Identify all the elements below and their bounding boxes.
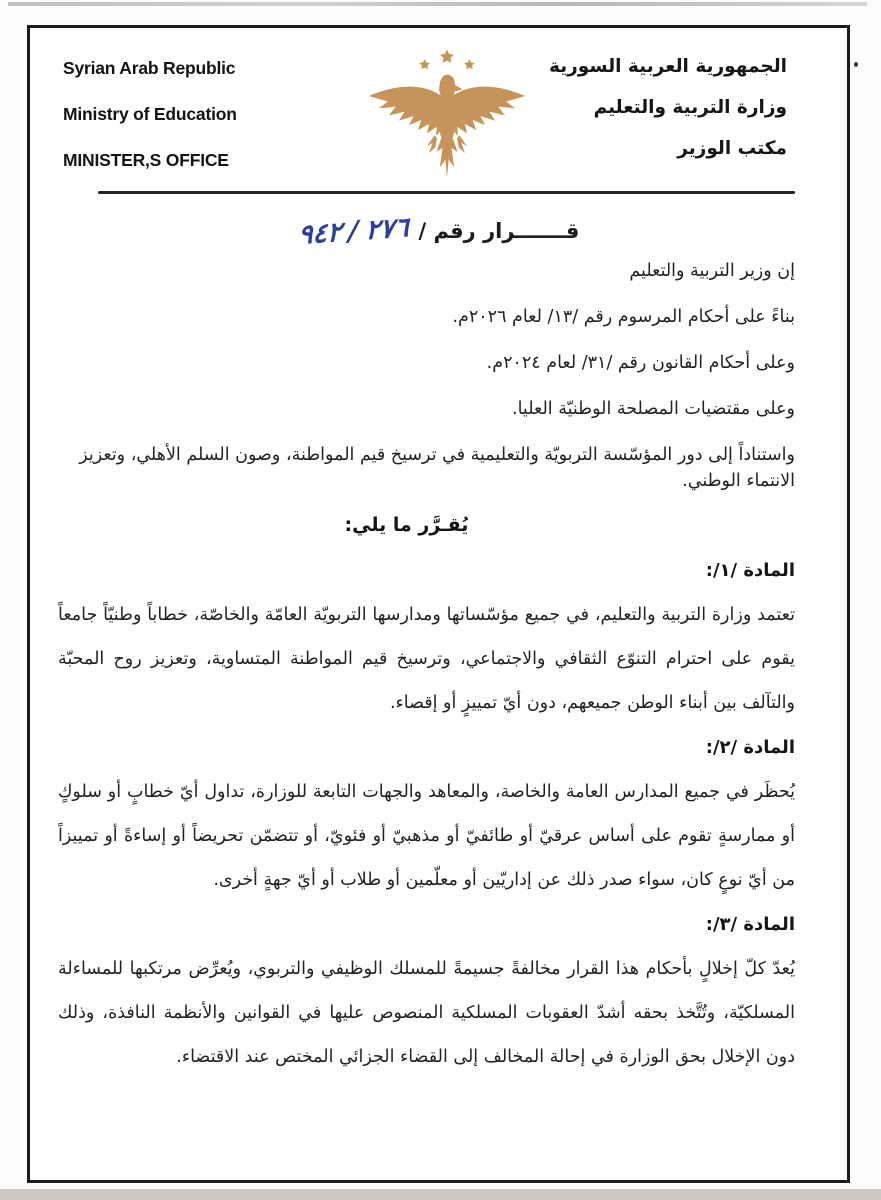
preamble-line: بناءً على أحكام المرسوم رقم /١٣/ لعام ٢٠٢٦م.: [452, 307, 795, 327]
decree-number-primary: ٢٧٦: [364, 211, 409, 246]
header-english-line-2: Ministry of Education: [63, 104, 237, 124]
star-icon: [464, 59, 475, 69]
preamble-line: وعلى مقتضيات المصلحة الوطنيّة العليا.: [512, 399, 795, 419]
eagle-emblem: [363, 48, 531, 182]
decree-number-secondary: ٩٤٢: [297, 216, 342, 251]
document-body: [58, 258, 795, 1091]
header-arabic-line-1: الجمهورية العربية السورية: [548, 56, 787, 77]
header-arabic-block: [549, 56, 787, 179]
article-3: [58, 914, 795, 1079]
decides-heading: يُقـرَّر ما يلي:: [344, 514, 469, 536]
star-icon: [440, 50, 454, 63]
handwritten-decree-number: [297, 212, 409, 251]
header-divider: [98, 191, 795, 194]
document-border-frame: [27, 25, 850, 1183]
preamble-line: إن وزير التربية والتعليم: [629, 261, 795, 281]
scan-artifact-top: [8, 2, 867, 6]
article-3-heading: المادة /٣/:: [705, 914, 795, 935]
scan-artifact-bottom: [0, 1189, 881, 1200]
preamble-line: واستناداً إلى دور المؤسّسة التربويّة والتعليمية في ترسيخ قيم المواطنة، وصون السلم الأهلي، وتعزيز الانتماء الوطني.: [79, 445, 795, 491]
header-arabic-line-3: مكتب الوزير: [677, 138, 787, 159]
article-1-body: تعتمد وزارة التربية والتعليم، في جميع مؤسّساتها ومدارسها التربويّة العامّة والخاصّة، خطاباً وطنيّاً جامعاً يقوم على احترام التنوّع الثقافي والاجتماعي، وترسيخ قيم المواطنة المتساوية، وتعزيز روح المحبّة والتآلف بين أبناء الوطن جميعهم، دون أيّ تمييزٍ أو إقصاء.: [58, 605, 795, 713]
decree-label: قـــــــرار رقم /: [418, 219, 580, 243]
syrian-eagle-icon: [363, 48, 531, 182]
article-1-heading: المادة /١/:: [705, 560, 795, 581]
article-2-heading: المادة /٢/:: [705, 737, 795, 758]
scan-ink-dot: [854, 62, 858, 67]
header-arabic-line-2: وزارة التربية والتعليم: [593, 97, 787, 118]
article-2-body: يُحظَر في جميع المدارس العامة والخاصة، والمعاهد والجهات التابعة للوزارة، تداول أيّ خطابٍ أو سلوكٍ أو ممارسةٍ تقوم على أساس عرقيّ أو طائفيّ أو مذهبيّ أو فئويّ، أو تتضمّن تحريضاً أو إساءةً أو تمييزاً من أيّ نوعٍ كان، سواء صدر ذلك عن إداريّين أو معلّمين أو طلاب أو أيّ جهةٍ أخرى.: [58, 782, 795, 890]
article-2: [58, 737, 795, 902]
article-1: [58, 560, 795, 725]
preamble-line: وعلى أحكام القانون رقم /٣١/ لعام ٢٠٢٤م.: [486, 353, 795, 373]
header-english-line-3: MINISTER,S OFFICE: [63, 150, 229, 170]
star-icon: [419, 59, 430, 69]
decree-number-line: [30, 208, 847, 254]
article-3-body: يُعدّ كلّ إخلالٍ بأحكام هذا القرار مخالفةً جسيمةً للمسلك الوظيفي والتربوي، ويُعرِّض مرتكبها للمساءلة المسلكيّة، وتُتَّخذ بحقه أشدّ العقوبات المسلكية المنصوص عليها في القوانين والأنظمة النافذة، وذلك دون الإخلال بحق الوزارة في إحالة المخالف إلى القضاء الجزائي المختص عند الاقتضاء.: [58, 959, 795, 1067]
header-english-line-1: Syrian Arab Republic: [63, 58, 236, 78]
header-english-block: [63, 58, 237, 196]
decree-number-separator: /: [347, 215, 359, 247]
